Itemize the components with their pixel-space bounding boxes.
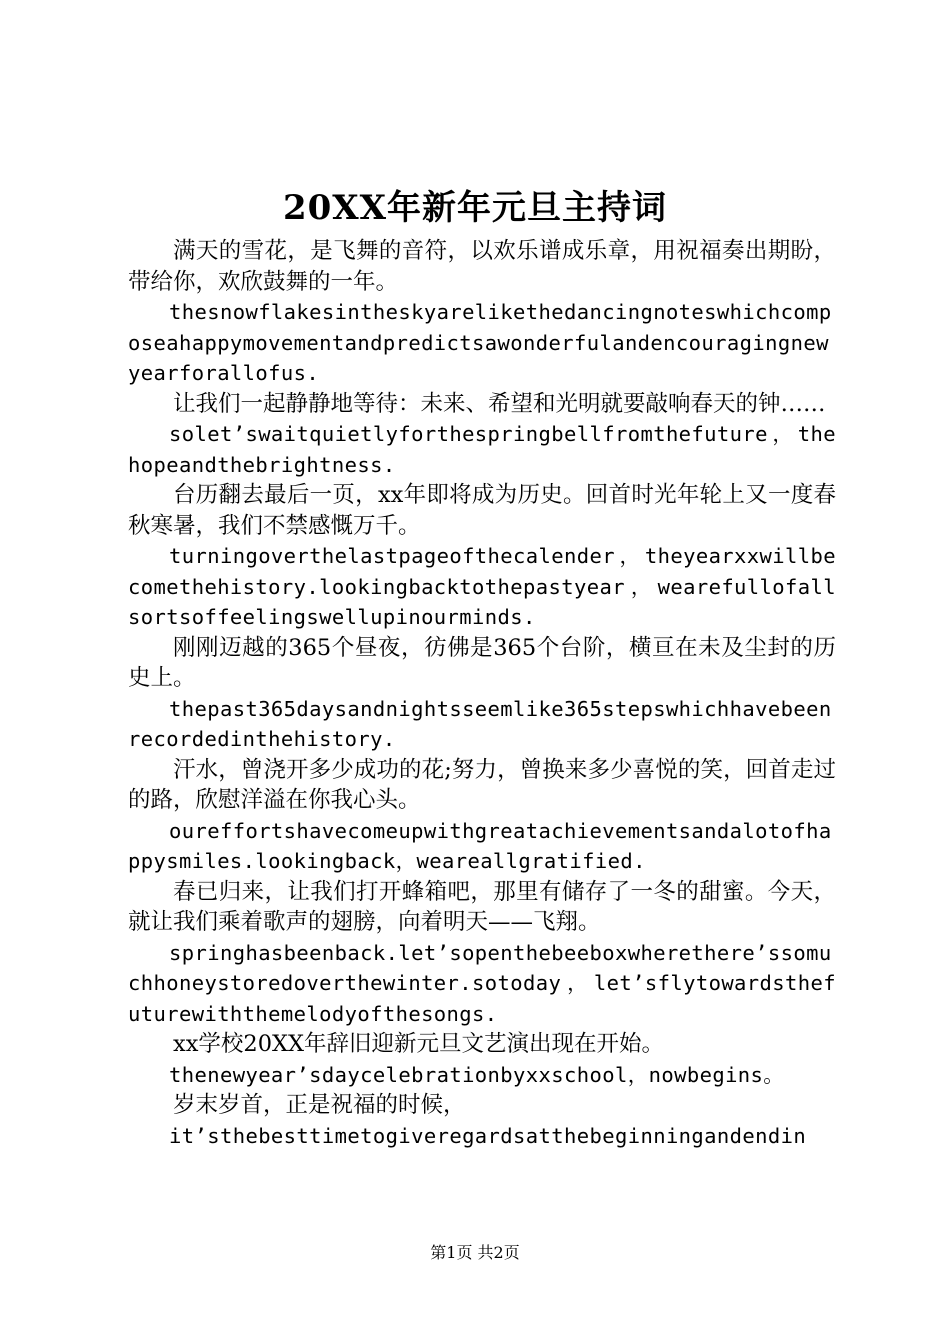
paragraph: 汗水，曾浇开多少成功的花;努力，曾换来多少喜悦的笑，回首走过的路，欣慰洋溢在你我心头。 xyxy=(128,756,836,813)
document-body xyxy=(128,236,836,1151)
paragraph: oureffortshavecomeupwithgreatachievementsandalotofhappysmiles.lookingback，weareallgratified. xyxy=(128,818,832,873)
paragraph: 台历翻去最后一页，xx年即将成为历史。回首时光年轮上又一度春秋寒暑，我们不禁感慨万千。 xyxy=(128,482,836,539)
page-number: 第1页 共2页 xyxy=(430,1243,520,1262)
paragraph: it’sthebesttimetogiveregardsatthebeginningandendin xyxy=(169,1123,807,1148)
paragraph: 满天的雪花，是飞舞的音符，以欢乐谱成乐章，用祝福奏出期盼，带给你，欢欣鼓舞的一年。 xyxy=(128,238,836,295)
paragraph: 春已归来，让我们打开蜂箱吧，那里有储存了一冬的甜蜜。今天，就让我们乘着歌声的翅膀，向着明天——飞翔。 xyxy=(128,878,836,935)
paragraph: turningoverthelastpageofthecalender，theyearxxwillbecomethehistory.lookingbacktothepastyear，wearefullofallsortsoffeelingswellupinourminds. xyxy=(128,544,836,629)
paragraph: springhasbeenback.let’sopenthebeeboxwherethere’ssomuchhoneystoredoverthewinter.sotoday，let’sflytowardsthefuturewiththemelodyofthesongs. xyxy=(128,940,836,1026)
paragraph: thenewyear’sdaycelebrationbyxxschool，nowbegins。 xyxy=(169,1062,785,1087)
paragraph: xx学校20XX年辞旧迎新元旦文艺演出现在开始。 xyxy=(173,1031,665,1057)
document-title: 20XX年新年元旦主持词 xyxy=(282,188,668,228)
paragraph: solet’swaitquietlyforthespringbellfromthefuture，thehopeandthebrightness. xyxy=(128,422,836,477)
paragraph: thepast365daysandnightsseemlike365stepswhichhavebeenrecordedinthehistory. xyxy=(128,696,832,751)
paragraph: thesnowflakesintheskyarelikethedancingnoteswhichcomposeahappymovementandpredictsawonderfulandencouragingnewyearforallofus. xyxy=(128,300,832,385)
paragraph: 刚刚迈越的365个昼夜，彷佛是365个台阶，横亘在未及尘封的历史上。 xyxy=(128,634,836,691)
paragraph: 岁末岁首，正是祝福的时候， xyxy=(173,1092,466,1118)
paragraph: 让我们一起静静地等待：未来、希望和光明就要敲响春天的钟…… xyxy=(173,390,826,417)
